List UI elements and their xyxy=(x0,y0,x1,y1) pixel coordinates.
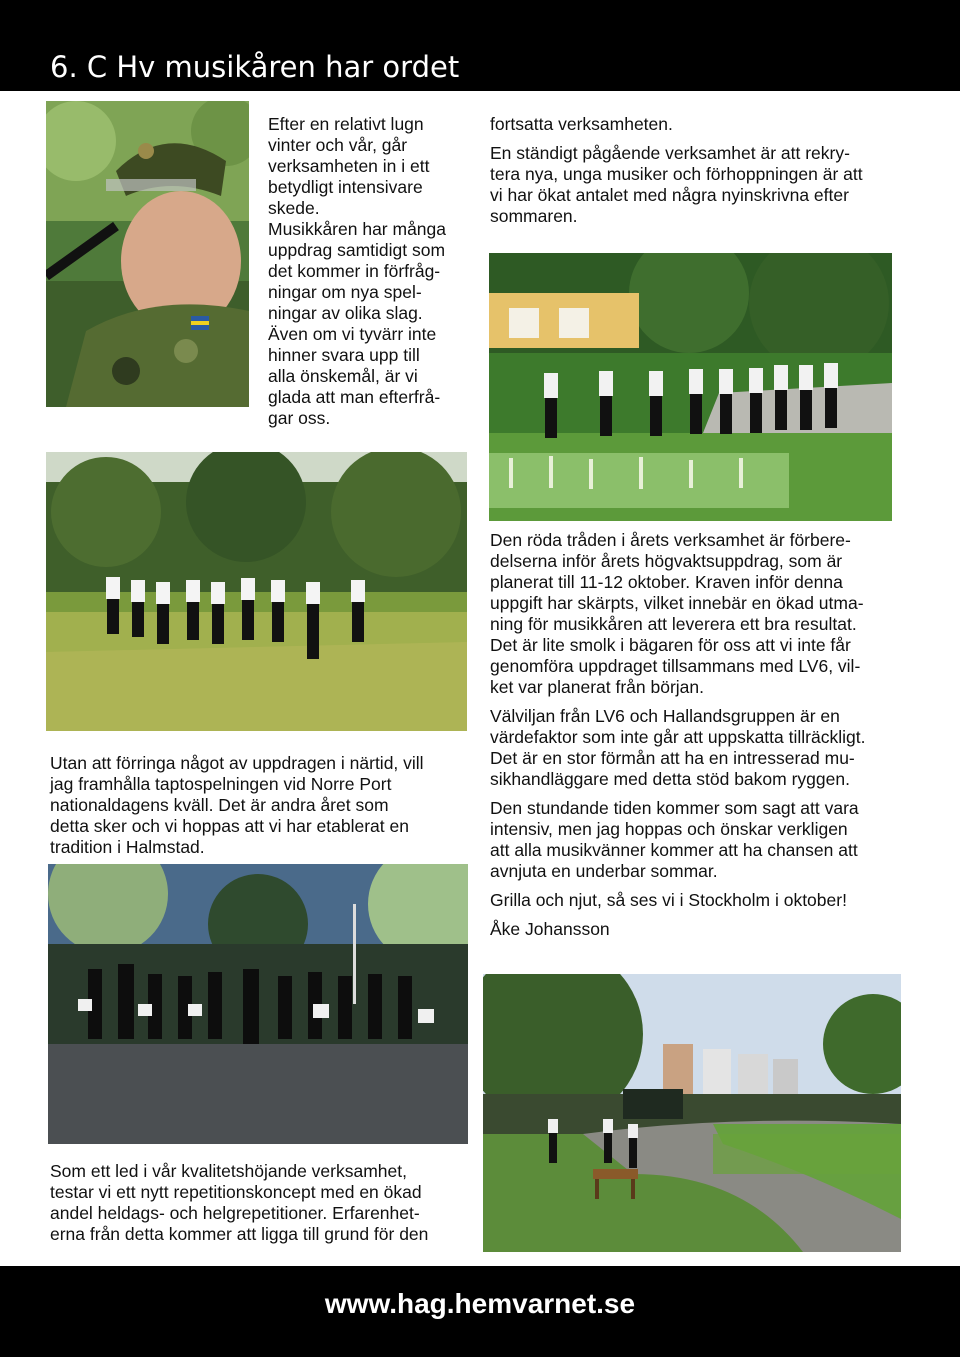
line: detta sker och vi hoppas att vi har etablerat en xyxy=(50,816,409,836)
line: Utan att förringa något av uppdragen i närtid, vill xyxy=(50,753,424,773)
left-mid-text xyxy=(50,753,470,858)
intro-line: hinner svara upp till xyxy=(268,345,420,365)
intro-line: verksamheten in i ett xyxy=(268,156,430,176)
intro-line: det kommer in förfråg- xyxy=(268,261,441,281)
photo-band-on-path xyxy=(489,253,892,521)
paragraph: fortsatta verksamheten. xyxy=(490,114,673,134)
photo-marching-band-field xyxy=(46,452,467,731)
intro-line: glada att man efterfrå- xyxy=(268,387,441,407)
page-footer xyxy=(0,1266,960,1357)
page-title: 6. C Hv musikåren har ordet xyxy=(50,50,460,84)
intro-line: betydligt intensivare xyxy=(268,177,423,197)
line: Den stundande tiden kommer som sagt att vara xyxy=(490,798,859,818)
line: Det är lite smolk i bägaren för oss att vi inte får xyxy=(490,635,851,655)
right-mid-text xyxy=(490,530,920,948)
line: Som ett led i vår kvalitetshöjande verksamhet, xyxy=(50,1161,407,1181)
line: vi har ökat antalet med några nyinskrivna efter xyxy=(490,185,849,205)
paragraph xyxy=(490,530,920,698)
line: uppgift har skärpts, vilket innebär en ökad utma- xyxy=(490,593,864,613)
line: avnjuta en underbar sommar. xyxy=(490,861,718,881)
footer-url: www.hag.hemvarnet.se xyxy=(324,1288,636,1319)
line: planerat till 11-12 oktober. Kraven inför denna xyxy=(490,572,843,592)
photo-evening-tattoo xyxy=(48,864,468,1144)
left-bottom-text xyxy=(50,1161,480,1245)
line: delserna inför årets högvaktsuppdrag, som är xyxy=(490,551,843,571)
intro-line: skede. xyxy=(268,198,320,218)
line: tera nya, unga musiker och förhoppningen är att xyxy=(490,164,863,184)
paragraph xyxy=(490,143,920,227)
intro-line: Musikkåren har många xyxy=(268,219,446,239)
intro-line: alla önskemål, är vi xyxy=(268,366,418,386)
line: En ständigt pågående verksamhet är att rekry- xyxy=(490,143,850,163)
line: testar vi ett nytt repetitionskoncept med en ökad xyxy=(50,1182,422,1202)
intro-line: ningar om nya spel- xyxy=(268,282,422,302)
line: genomföra uppdraget tillsammans med LV6, vil- xyxy=(490,656,861,676)
intro-line: ningar av olika slag. xyxy=(268,303,423,323)
line: nationaldagens kväll. Det är andra året som xyxy=(50,795,389,815)
line: ket var planerat från början. xyxy=(490,677,705,697)
intro-line: uppdrag samtidigt som xyxy=(268,240,446,260)
photo-clarinet-player xyxy=(46,101,249,407)
line: att alla musikvänner kommer att ha chansen att xyxy=(490,840,858,860)
paragraph xyxy=(490,798,920,882)
intro-line: Även om vi tyvärr inte xyxy=(268,324,437,344)
line: tradition i Halmstad. xyxy=(50,837,205,857)
signature: Åke Johansson xyxy=(490,919,610,939)
intro-line: vinter och vår, går xyxy=(268,135,408,155)
photo-park-concert xyxy=(483,974,901,1252)
line: ning för musikkåren att leverera ett bra resultat. xyxy=(490,614,857,634)
line: värdefaktor som inte går att uppskatta tillräckligt. xyxy=(490,727,866,747)
line: Den röda tråden i årets verksamhet är förbere- xyxy=(490,530,851,550)
intro-text xyxy=(268,114,473,429)
right-top-text xyxy=(490,114,920,235)
line: sikhandläggare med detta stöd bakom ryggen. xyxy=(490,769,850,789)
intro-line: gar oss. xyxy=(268,408,331,428)
line: erna från detta kommer att ligga till grund för den xyxy=(50,1224,429,1244)
paragraph: Grilla och njut, så ses vi i Stockholm i oktober! xyxy=(490,890,847,910)
line: sommaren. xyxy=(490,206,578,226)
line: intensiv, men jag hoppas och önskar verkligen xyxy=(490,819,848,839)
line: andel heldags- och helgrepetitioner. Erfarenhet- xyxy=(50,1203,420,1223)
line: jag framhålla taptospelningen vid Norre Port xyxy=(50,774,392,794)
line: Det är en stor förmån att ha en intresserad mu- xyxy=(490,748,855,768)
paragraph xyxy=(490,706,920,790)
intro-line: Efter en relativt lugn xyxy=(268,114,424,134)
page-header xyxy=(0,0,960,91)
line: Välviljan från LV6 och Hallandsgruppen är en xyxy=(490,706,840,726)
